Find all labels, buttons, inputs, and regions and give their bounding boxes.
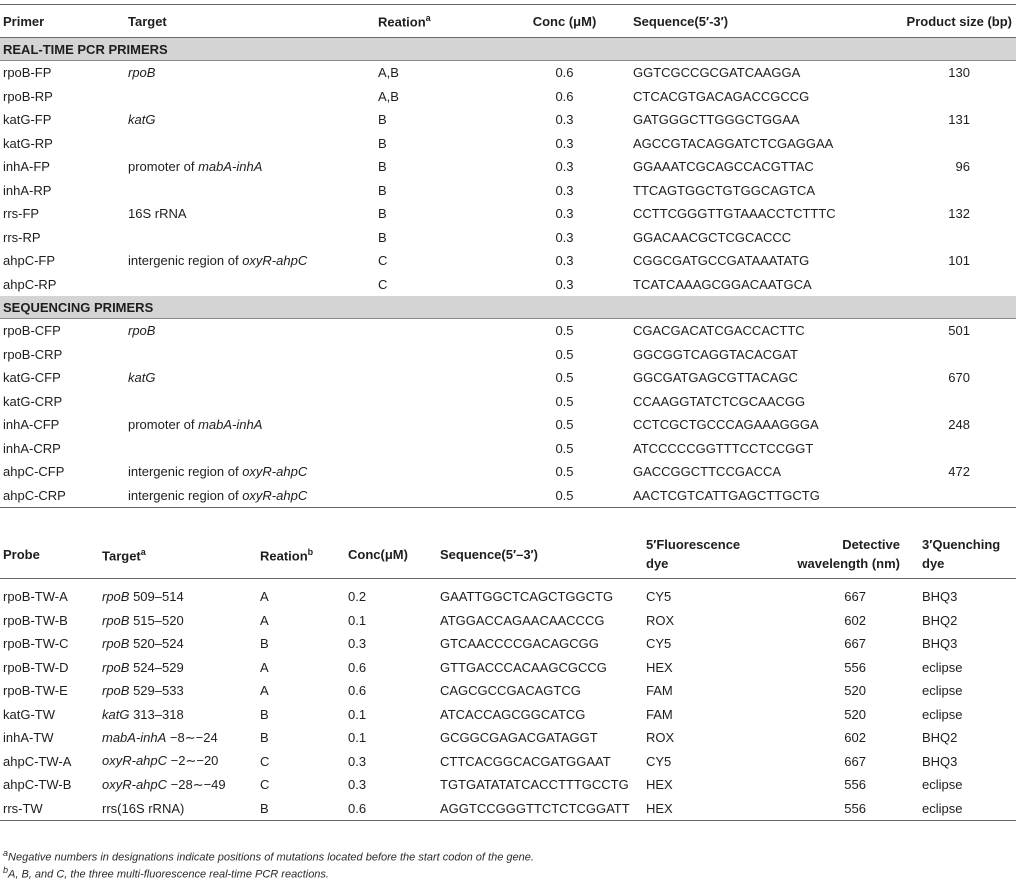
- primer-table-header: [0, 5, 1016, 38]
- primer-target: [128, 226, 378, 250]
- primer-row: [0, 460, 1016, 484]
- probe-wavelength: 667: [844, 753, 866, 769]
- section-header-row: [0, 38, 1016, 61]
- probe-fluorescence-dye: CY5: [646, 753, 672, 769]
- probe-target: [102, 679, 260, 703]
- probe-target-gene: oxyR-ahpC: [102, 776, 168, 792]
- primer-row: [0, 155, 1016, 179]
- probe-target-position: −8∼−24: [166, 729, 218, 745]
- primer-row: [0, 343, 1016, 367]
- probe-fluorescence-dye: HEX: [646, 777, 673, 793]
- target-gene: mabA-inhA: [198, 417, 263, 433]
- target-prefix: intergenic region of: [128, 487, 243, 503]
- primer-name: ahpC-FP: [3, 253, 56, 269]
- primer-target: [128, 202, 378, 226]
- target-prefix: promoter of: [128, 417, 199, 433]
- probe-name: rpoB-TW-C: [3, 636, 69, 652]
- primer-row: [0, 179, 1016, 203]
- probe-target: [102, 579, 260, 609]
- probe-fluorescence-dye: FAM: [646, 683, 673, 699]
- probe-target-position: 313–318: [129, 706, 184, 722]
- probe-quenching-dye: eclipse: [922, 797, 1016, 821]
- primer-reation: C: [378, 276, 388, 292]
- primer-row: [0, 366, 1016, 390]
- primer-sequence: GGAAATCGCAGCCACGTTAC: [633, 159, 814, 175]
- probe-fluorescence-dye: ROX: [646, 730, 675, 746]
- probe-row: [0, 656, 1016, 680]
- probe-fluorescence-dye: CY5: [646, 636, 672, 652]
- primer-conc: 0.5: [555, 346, 574, 362]
- primer-row: [0, 319, 1016, 343]
- primer-product-size: [866, 85, 1016, 109]
- primer-product-size: 96: [955, 159, 970, 175]
- primer-product-size: 501: [948, 323, 970, 339]
- primer-conc: 0.5: [496, 484, 633, 508]
- probe-name: ahpC-TW-B: [3, 777, 72, 793]
- probe-quenching-dye: eclipse: [922, 706, 963, 722]
- header-reation2: Reation$^b$: [260, 530, 348, 579]
- probe-row: [0, 632, 1016, 656]
- primer-target: [128, 249, 378, 273]
- probe-target-position: 509–514: [129, 589, 184, 605]
- probe-quenching-dye: eclipse: [922, 683, 963, 699]
- header-conc2: Conc(μM): [348, 530, 440, 579]
- target-gene: oxyR-ahpC: [242, 464, 308, 480]
- probe-reation: B: [260, 706, 269, 722]
- primer-product-size: [866, 437, 1016, 461]
- primer-sequence: GACCGGCTTCCGACCA: [633, 464, 782, 480]
- primer-name: katG-FP: [3, 112, 52, 128]
- probe-fluorescence-dye: HEX: [646, 659, 673, 675]
- probe-sequence: GTTGACCCACAAGCGCCG: [440, 659, 607, 675]
- probe-reation: B: [260, 797, 348, 821]
- primer-sequence: CGGCGATGCCGATAAATATG: [633, 253, 810, 269]
- probe-conc: 0.3: [348, 753, 367, 769]
- probe-table: [0, 530, 1016, 821]
- probe-quenching-dye: BHQ3: [922, 753, 958, 769]
- probe-sequence: CAGCGCCGACAGTCG: [440, 683, 581, 699]
- primer-reation: B: [378, 135, 387, 151]
- primer-reation: B: [378, 206, 387, 222]
- probe-wavelength: 602: [844, 612, 866, 628]
- primer-target: [128, 273, 378, 297]
- primer-sequence: AACTCGTCATTGAGCTTGCTG: [633, 484, 866, 508]
- probe-reation: B: [260, 730, 269, 746]
- target-gene: katG: [128, 370, 156, 386]
- primer-name: rpoB-CFP: [3, 323, 61, 339]
- primer-row: [0, 226, 1016, 250]
- probe-quenching-dye: eclipse: [922, 777, 963, 793]
- primer-conc: 0.5: [555, 464, 574, 480]
- primer-row: [0, 413, 1016, 437]
- primer-product-size: [866, 273, 1016, 297]
- primer-product-size: [866, 226, 1016, 250]
- primer-name: katG-CFP: [3, 370, 61, 386]
- primer-target: [128, 85, 378, 109]
- probe-wavelength: 520: [844, 683, 866, 699]
- probe-wavelength: 602: [844, 730, 866, 746]
- primer-name: inhA-CRP: [3, 440, 61, 456]
- primer-row: [0, 249, 1016, 273]
- target-gene: rpoB: [128, 65, 156, 81]
- probe-row: [0, 750, 1016, 774]
- section-title: [0, 38, 1016, 61]
- probe-target: [102, 726, 260, 750]
- probe-sequence: TGTGATATATCACCTTTGCCTG: [440, 777, 629, 793]
- probe-reation: C: [260, 777, 270, 793]
- footnote-b: $^b$A, B, and C, the three multi-fluorescence real-time PCR reactions.: [3, 865, 329, 881]
- probe-reation: A: [260, 683, 269, 699]
- probe-target-gene: rpoB: [102, 683, 130, 699]
- probe-quenching-dye: eclipse: [922, 659, 963, 675]
- probe-sequence: ATCACCAGCGGCATCG: [440, 706, 586, 722]
- primer-reation: B: [378, 112, 387, 128]
- probe-sequence: ATGGACCAGAACAACCCG: [440, 612, 605, 628]
- probe-sequence: AGGTCCGGGTTCTCTCGGATT: [440, 797, 646, 821]
- probe-conc: 0.1: [348, 730, 367, 746]
- primer-name: katG-RP: [3, 135, 53, 151]
- primer-sequence: GGCGGTCAGGTACACGAT: [633, 346, 798, 362]
- primer-target: [128, 108, 378, 132]
- primer-row: [0, 273, 1016, 297]
- primer-product-size: [866, 343, 1016, 367]
- target-gene: oxyR-ahpC: [242, 253, 308, 269]
- target-gene: katG: [128, 112, 156, 128]
- probe-quenching-dye: BHQ3: [922, 589, 958, 605]
- primer-conc: 0.5: [555, 417, 574, 433]
- section-header-row: [0, 296, 1016, 319]
- primer-target: [128, 155, 378, 179]
- probe-reation: A: [260, 612, 269, 628]
- probe-row: [0, 726, 1016, 750]
- primer-product-size: 131: [948, 112, 970, 128]
- primer-conc: 0.3: [555, 253, 574, 269]
- primer-conc: 0.3: [555, 206, 574, 222]
- header-sequence: Sequence(5′-3′): [633, 5, 866, 38]
- primer-sequence: TTCAGTGGCTGTGGCAGTCA: [633, 182, 815, 198]
- header-target2: Target$^a$: [102, 530, 260, 579]
- probe-sequence: GTCAACCCCGACAGCGG: [440, 636, 599, 652]
- primer-table-body: [0, 38, 1016, 508]
- primer-reation: [378, 437, 496, 461]
- primer-product-size: 248: [948, 417, 970, 433]
- probe-wavelength: 667: [844, 636, 866, 652]
- probe-fluorescence-dye: CY5: [646, 589, 672, 605]
- primer-name: rpoB-FP: [3, 65, 52, 81]
- footnote-a: $^a$Negative numbers in designations indicate positions of mutations located before the start codon of the gene.: [3, 848, 534, 864]
- primer-product-size: [866, 390, 1016, 414]
- primer-name: rpoB-CRP: [3, 346, 63, 362]
- probe-table-body: [0, 579, 1016, 821]
- primer-name: ahpC-CFP: [3, 464, 65, 480]
- probe-sequence: GAATTGGCTCAGCTGGCTG: [440, 589, 614, 605]
- probe-name: rpoB-TW-A: [3, 589, 68, 605]
- primer-product-size: 101: [948, 253, 970, 269]
- header-primer: Primer: [0, 5, 128, 38]
- header-conc: Conc (μM): [496, 5, 633, 38]
- primer-sequence: GGACAACGCTCGCACCC: [633, 229, 792, 245]
- primer-sequence: GGCGATGAGCGTTACAGC: [633, 370, 798, 386]
- probe-target: [102, 656, 260, 680]
- target-gene: oxyR-ahpC: [242, 487, 308, 503]
- primer-name: rpoB-RP: [3, 88, 53, 104]
- primer-row: [0, 202, 1016, 226]
- primer-conc: 0.3: [555, 112, 574, 128]
- primer-conc: 0.3: [555, 159, 574, 175]
- primer-row: [0, 61, 1016, 85]
- primer-product-size: [866, 132, 1016, 156]
- primer-target: [128, 319, 378, 343]
- primer-target: [128, 132, 378, 156]
- primer-target: [128, 413, 378, 437]
- primer-conc: 0.6: [555, 65, 574, 81]
- probe-reation: A: [260, 659, 269, 675]
- probe-target: [102, 703, 260, 727]
- primer-reation: A,B: [378, 65, 399, 81]
- probe-target-gene: rpoB: [102, 636, 130, 652]
- primer-product-size: [866, 179, 1016, 203]
- primer-reation: [378, 413, 496, 437]
- probe-target-gene: rpoB: [102, 589, 130, 605]
- probe-quenching-dye: BHQ3: [922, 636, 958, 652]
- probe-row: [0, 609, 1016, 633]
- primer-row: [0, 484, 1016, 508]
- primer-sequence: CCTCGCTGCCCAGAAAGGGA: [633, 417, 819, 433]
- probe-row: [0, 679, 1016, 703]
- primer-name: inhA-CFP: [3, 417, 60, 433]
- probe-target-position: 515–520: [129, 612, 184, 628]
- primer-reation: [378, 390, 496, 414]
- primer-reation: B: [378, 229, 387, 245]
- primer-name: katG-CRP: [3, 393, 63, 409]
- primer-conc: 0.5: [555, 370, 574, 386]
- header-sequence2: Sequence(5′–3′): [440, 530, 646, 579]
- primer-product-size: 472: [948, 464, 970, 480]
- probe-target-gene: katG: [102, 706, 130, 722]
- primer-name: rrs-RP: [3, 229, 41, 245]
- probe-wavelength: 556: [844, 777, 866, 793]
- header-quenching-dye: 3′Quenching dye: [922, 530, 1016, 579]
- primer-sequence: GGTCGCCGCGATCAAGGA: [633, 65, 801, 81]
- primer-product-size: [866, 484, 1016, 508]
- primer-name: rrs-FP: [3, 206, 40, 222]
- primer-product-size: 670: [948, 370, 970, 386]
- primer-sequence: CTCACGTGACAGACCGCCG: [633, 88, 810, 104]
- probe-conc: 0.6: [348, 683, 367, 699]
- probe-wavelength: 556: [844, 659, 866, 675]
- probe-reation: C: [260, 753, 270, 769]
- target-prefix: 16S rRNA: [128, 206, 187, 222]
- probe-name: inhA-TW: [3, 730, 54, 746]
- probe-fluorescence-dye: ROX: [646, 612, 675, 628]
- primer-target: [128, 61, 378, 85]
- probe-target-gene: rpoB: [102, 659, 130, 675]
- primer-name: ahpC-RP: [3, 276, 57, 292]
- probe-target-position: 520–524: [129, 636, 184, 652]
- probe-target-position: −28∼−49: [167, 776, 226, 792]
- probe-conc: 0.6: [348, 797, 440, 821]
- primer-row: [0, 437, 1016, 461]
- primer-conc: 0.5: [555, 393, 574, 409]
- primer-name: inhA-RP: [3, 182, 52, 198]
- probe-row: [0, 797, 1016, 821]
- header-fluorescence-dye: 5′Fluorescence dye: [646, 530, 776, 579]
- target-prefix: intergenic region of: [128, 253, 243, 269]
- header-detective-wavelength: Detective wavelength (nm): [776, 530, 922, 579]
- primer-row: [0, 390, 1016, 414]
- section-title-text: SEQUENCING PRIMERS: [3, 299, 154, 315]
- primer-conc: 0.3: [555, 135, 574, 151]
- probe-name: rrs-TW: [0, 797, 102, 821]
- primer-target: [128, 460, 378, 484]
- probe-quenching-dye: BHQ2: [922, 612, 958, 628]
- target-gene: rpoB: [128, 323, 156, 339]
- probe-target: [102, 632, 260, 656]
- primer-sequence: CCTTCGGGTTGTAAACCTCTTTC: [633, 206, 836, 222]
- probe-row: [0, 773, 1016, 797]
- primer-reation: C: [378, 253, 388, 269]
- primer-row: [0, 132, 1016, 156]
- probe-target-position: rrs(16S rRNA): [102, 800, 185, 816]
- probe-sequence: GCGGCGAGACGATAGGT: [440, 730, 598, 746]
- primer-target: [128, 484, 378, 508]
- probe-wavelength: 556: [776, 797, 922, 821]
- header-probe: Probe: [0, 530, 102, 579]
- probe-wavelength: 667: [844, 589, 866, 605]
- primer-reation: B: [378, 159, 387, 175]
- probe-row: [0, 703, 1016, 727]
- probe-target-position: −2∼−20: [167, 753, 219, 769]
- target-prefix: promoter of: [128, 159, 199, 175]
- probe-conc: 0.3: [348, 636, 367, 652]
- primer-name: ahpC-CRP: [0, 484, 128, 508]
- probe-quenching-dye: BHQ2: [922, 730, 958, 746]
- probe-target-gene: mabA-inhA: [102, 729, 167, 745]
- probe-fluorescence-dye: FAM: [646, 706, 673, 722]
- primer-sequence: TCATCAAAGCGGACAATGCA: [633, 276, 812, 292]
- primer-sequence: CGACGACATCGACCACTTC: [633, 323, 805, 339]
- primer-sequence: AGCCGTACAGGATCTCGAGGAA: [633, 135, 834, 151]
- primer-target: [128, 437, 378, 461]
- probe-target-gene: oxyR-ahpC: [102, 753, 168, 769]
- probe-target: [102, 797, 260, 821]
- probe-target: [102, 609, 260, 633]
- primer-conc: 0.6: [555, 88, 574, 104]
- primer-reation: A,B: [378, 88, 399, 104]
- primer-conc: 0.5: [555, 323, 574, 339]
- primer-sequence: GATGGGCTTGGGCTGGAA: [633, 112, 800, 128]
- probe-name: ahpC-TW-A: [3, 753, 72, 769]
- primer-target: [128, 390, 378, 414]
- probe-name: rpoB-TW-E: [3, 683, 68, 699]
- primer-table: [0, 4, 1016, 508]
- primer-sequence: ATCCCCCGGTTTCCTCCGGT: [633, 440, 814, 456]
- probe-reation: B: [260, 636, 269, 652]
- primer-sequence: CCAAGGTATCTCGCAACGG: [633, 393, 806, 409]
- primer-conc: 0.3: [555, 229, 574, 245]
- primer-name: inhA-FP: [3, 159, 50, 175]
- probe-conc: 0.1: [348, 706, 367, 722]
- probe-target-position: 524–529: [129, 659, 184, 675]
- probe-conc: 0.2: [348, 589, 367, 605]
- section-title: [0, 296, 1016, 319]
- header-product-size: Product size (bp): [866, 5, 1016, 38]
- probe-target-position: 529–533: [129, 683, 184, 699]
- header-reation: Reation$^a$: [378, 5, 496, 38]
- primer-reation: B: [378, 182, 387, 198]
- probe-wavelength: 520: [844, 706, 866, 722]
- primer-target: [128, 366, 378, 390]
- primer-conc: 0.5: [555, 440, 574, 456]
- primer-row: [0, 108, 1016, 132]
- probe-table-header: [0, 530, 1016, 579]
- probe-target: [102, 773, 260, 797]
- section-title-text: REAL-TIME PCR PRIMERS: [3, 41, 168, 57]
- primer-reation: [378, 366, 496, 390]
- target-gene: mabA-inhA: [198, 159, 263, 175]
- primer-target: [128, 343, 378, 367]
- primer-product-size: 132: [948, 206, 970, 222]
- probe-row: [0, 579, 1016, 609]
- primer-row: [0, 85, 1016, 109]
- primer-conc: 0.3: [555, 276, 574, 292]
- probe-reation: A: [260, 589, 269, 605]
- probe-conc: 0.1: [348, 612, 367, 628]
- probe-fluorescence-dye: HEX: [646, 797, 776, 821]
- probe-conc: 0.3: [348, 777, 367, 793]
- header-target: Target: [128, 5, 378, 38]
- primer-product-size: 130: [948, 65, 970, 81]
- probe-sequence: CTTCACGGCACGATGGAAT: [440, 753, 611, 769]
- primer-reation: [378, 343, 496, 367]
- primer-conc: 0.3: [555, 182, 574, 198]
- probe-target: [102, 750, 260, 774]
- probe-name: rpoB-TW-B: [3, 612, 68, 628]
- probe-name: katG-TW: [3, 706, 55, 722]
- probe-conc: 0.6: [348, 659, 367, 675]
- primer-reation: [378, 484, 496, 508]
- probe-name: rpoB-TW-D: [3, 659, 69, 675]
- primer-reation: [378, 460, 496, 484]
- primer-target: [128, 179, 378, 203]
- target-prefix: intergenic region of: [128, 464, 243, 480]
- primer-reation: [378, 319, 496, 343]
- probe-target-gene: rpoB: [102, 612, 130, 628]
